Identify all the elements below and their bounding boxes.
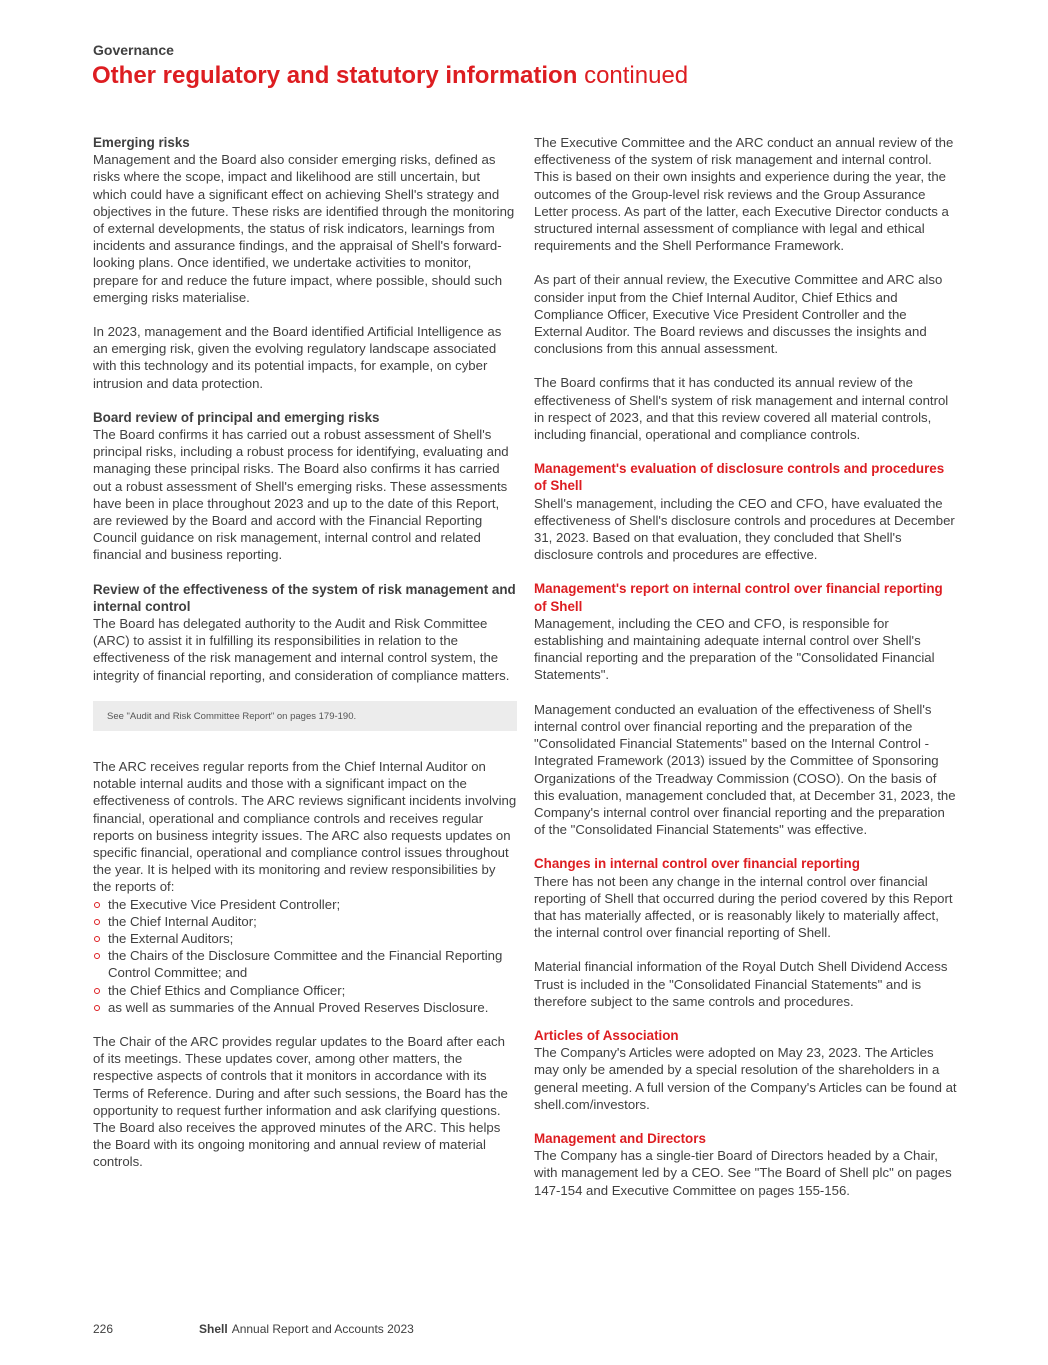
executive-review-paragraph: The Executive Committee and the ARC conduct an annual review of the effectiveness of the system of risk management and internal control. This is based on their own insights and experience during the year, the outcomes of the Group-level risk reviews and the Group Assurance Letter process. As part of the latter, each Executive Director conducts a structured internal assessment of compliance with legal and ethical requirements and the Shell Performance Framework. [534,135,954,254]
cross-reference-note: See "Audit and Risk Committee Report" on pages 179-190. [93,701,517,731]
page-title-main: Other regulatory and statutory information [92,62,578,89]
right-column [534,134,958,1199]
emerging-risks-paragraph-1: Management and the Board also consider emerging risks, defined as risks where the scope, impact and likelihood are still uncertain, but which could have a significant effect on achieving Shell's strategy and objectives in the future. These risks are identified through the monitoring of external developments, the status of risk indicators, learnings from incidents and assurance findings, and the appraisal of Shell's forward-looking plans. Once identified, we undertake activities to monitor, prepare for and reduce the future impact, where possible, should such emerging risks materialise. [93,152,515,305]
page-title-suffix: continued [584,62,689,89]
board-review-heading: Board review of principal and emerging risks [93,409,380,425]
emerging-risks-paragraph-2: In 2023, management and the Board identified Artificial Intelligence as an emerging risk, given the evolving regulatory landscape associated with this technology and its potential impacts, for example, on cyber intrusion and data protection. [93,324,502,391]
effectiveness-paragraph: The Board has delegated authority to the Audit and Risk Committee (ARC) to assist it in fulfilling its responsibilities in relation to the effectiveness of the risk management and internal control system, the integrity of financial reporting, and consideration of compliance matters. [93,616,510,683]
icfr-report-heading: Management's report on internal control over financial reporting of Shell [534,581,943,614]
arc-chair-paragraph: The Chair of the ARC provides regular updates to the Board after each of its meetings. These updates cover, among other matters, the respective aspects of controls that it monitors in accordance with its Terms of Reference. During and after such sessions, the Board has the opportunity to request further information and ask clarifying questions. The Board also receives the approved minutes of the ARC. This helps the Board with its ongoing monitoring and annual review of material controls. [93,1033,508,1170]
annual-review-paragraph: As part of their annual review, the Executive Committee and ARC also consider input from the Chief Internal Auditor, Chief Ethics and Compliance Officer, Executive Vice President Controller and the External Auditor. The Board reviews and discusses the insights and conclusions from this annual assessment. [534,272,943,357]
brand-name: Shell [199,1322,228,1336]
effectiveness-heading: Review of the effectiveness of the system of risk management and internal control [93,581,516,614]
publication-title: Annual Report and Accounts 2023 [231,1322,414,1336]
section-label: Governance [93,42,174,58]
page-number: 226 [93,1322,114,1336]
icfr-changes-paragraph-1: There has not been any change in the internal control over financial reporting of Shell that occurred during the period covered by this Report that has materially affected, or is reasonably likely to materially affect, the internal control over financial reporting of Shell. [534,873,953,941]
icfr-paragraph-2: Management conducted an evaluation of the effectiveness of Shell's internal control over financial reporting and the preparation of the "Consolidated Financial Statements" based on the Internal Control - Integrated Framework (2013) issued by the Committee of Sponsoring Organizations of the Treadway Commission (COSO). On the basis of this evaluation, management concluded that, at December 31, 2023, the Company's internal control over financial reporting and the preparation of the "Consolidated Financial Statements" was effective. [534,701,956,838]
list-item: the Chief Internal Auditor; [93,913,517,930]
icfr-changes-heading: Changes in internal control over financial reporting [534,856,860,872]
list-item: as well as summaries of the Annual Proved Reserves Disclosure. [93,999,517,1016]
emerging-risks-heading: Emerging risks [93,135,190,150]
board-review-paragraph: The Board confirms it has carried out a robust assessment of Shell's principal risks, including a robust process for identifying, evaluating and managing these principal risks. The Board also confirms it has carried out a robust assessment of Shell's emerging risks. These assessments have been in place throughout 2023 and up to the date of this Report, are reviewed by the Board and accord with the Financial Reporting Council guidance on risk management, internal control and related financial and business reporting. [93,427,509,563]
list-item: the Executive Vice President Controller; [93,896,517,913]
articles-paragraph: The Company's Articles were adopted on May 23, 2023. The Articles may only be amended by a special resolution of the shareholders in a general meeting. A full version of the Company's Articles can be found at shell.com/investors. [534,1045,957,1112]
left-column [93,134,517,1171]
management-directors-paragraph: The Company has a single-tier Board of Directors headed by a Chair, with management led by a CEO. See "The Board of Shell plc" on pages 147-154 and Executive Committee on pages 155-156. [534,1148,952,1198]
articles-heading: Articles of Association [534,1027,679,1043]
list-item: the External Auditors; [93,930,517,947]
page-footer [93,1322,414,1336]
page-title [92,62,688,90]
reports-list [93,896,517,1016]
disclosure-controls-heading: Management's evaluation of disclosure controls and procedures of Shell [534,461,945,494]
icfr-changes-paragraph-2: Material financial information of the Royal Dutch Shell Dividend Access Trust is included in the "Consolidated Financial Statements" and is therefore subject to the same controls and procedures. [534,959,948,1009]
disclosure-controls-paragraph: Shell's management, including the CEO and CFO, have evaluated the effectiveness of Shell's disclosure controls and procedures at December 31, 2023. Based on that evaluation, they concluded that Shell's disclosure controls and procedures are effective. [534,495,955,563]
icfr-paragraph-1: Management, including the CEO and CFO, is responsible for establishing and maintaining adequate internal control over Shell's financial reporting and the preparation of the "Consolidated Financial Statements". [534,615,935,683]
list-item: the Chairs of the Disclosure Committee and the Financial Reporting Control Committee; and [93,947,517,981]
list-item: the Chief Ethics and Compliance Officer; [93,982,517,999]
arc-reports-paragraph: The ARC receives regular reports from the Chief Internal Auditor on notable internal audits and those with a significant impact on the effectiveness of controls. The ARC reviews significant incidents involving financial, operational and compliance controls and receives regular reports on business integrity issues. The ARC also requests updates on specific financial, operational and compliance control issues throughout the year. It is helped with its monitoring and review responsibilities by the reports of: [93,758,517,895]
management-directors-heading: Management and Directors [534,1130,706,1146]
board-confirm-paragraph: The Board confirms that it has conducted its annual review of the effectiveness of Shell's system of risk management and internal control in respect of 2023, and that this review covered all material controls, including financial, operational and compliance controls. [534,375,949,443]
